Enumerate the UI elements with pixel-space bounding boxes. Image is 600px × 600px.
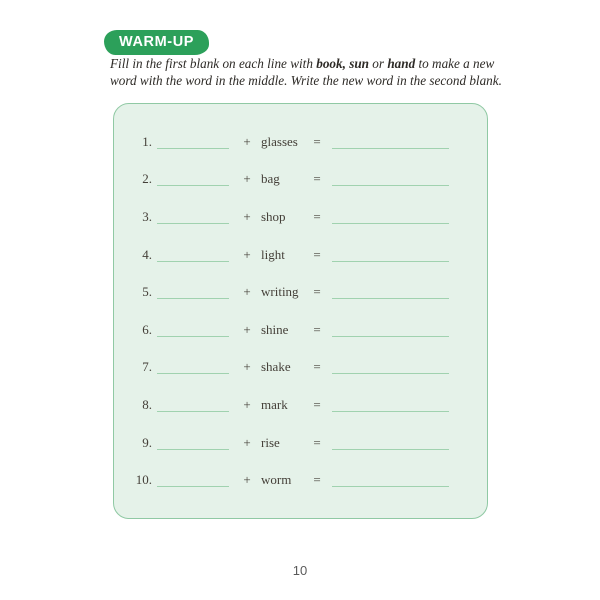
- second-blank-line: [332, 473, 449, 487]
- second-blank-line: [332, 436, 449, 450]
- worksheet-row: [114, 461, 487, 499]
- worksheet-row: [114, 198, 487, 236]
- middle-word: mark: [261, 396, 288, 412]
- first-blank-line: [157, 172, 229, 186]
- first-blank-line: [157, 360, 229, 374]
- middle-word: writing: [261, 284, 299, 300]
- warmup-badge: WARM-UP: [104, 30, 209, 55]
- plus-sign: +: [243, 321, 251, 337]
- middle-word: bag: [261, 171, 280, 187]
- plus-sign: +: [243, 208, 251, 224]
- middle-word: shop: [261, 208, 286, 224]
- page-number: 10: [292, 563, 308, 578]
- second-blank-line: [332, 210, 449, 224]
- second-blank-line: [332, 398, 449, 412]
- first-blank-line: [157, 436, 229, 450]
- equals-sign: =: [313, 472, 321, 488]
- row-number: 4.: [142, 246, 152, 262]
- first-blank-line: [157, 210, 229, 224]
- equals-sign: =: [313, 396, 321, 412]
- worksheet-row: [114, 386, 487, 424]
- row-number: 5.: [142, 284, 152, 300]
- worksheet-row: [114, 123, 487, 161]
- plus-sign: +: [243, 359, 251, 375]
- row-number: 7.: [142, 359, 152, 375]
- row-number: 3.: [142, 208, 152, 224]
- instructions-segment: Fill in the first blank on each line with: [110, 56, 317, 71]
- plus-sign: +: [243, 133, 251, 149]
- worksheet-row: [114, 236, 487, 274]
- instructions-segment: or: [369, 56, 388, 71]
- middle-word: light: [261, 246, 285, 262]
- second-blank-line: [332, 172, 449, 186]
- first-blank-line: [157, 398, 229, 412]
- row-number: 2.: [142, 171, 152, 187]
- row-number: 1.: [142, 133, 152, 149]
- instructions-segment: to make a new word with the word in the middle. Write the new word in the second blank.: [110, 56, 502, 89]
- row-number: 10.: [135, 472, 152, 488]
- plus-sign: +: [243, 396, 251, 412]
- equals-sign: =: [313, 434, 321, 450]
- first-blank-line: [157, 473, 229, 487]
- second-blank-line: [332, 285, 449, 299]
- equals-sign: =: [313, 208, 321, 224]
- worksheet-row: [114, 161, 487, 199]
- middle-word: shake: [261, 359, 291, 375]
- middle-word: shine: [261, 321, 289, 337]
- plus-sign: +: [243, 284, 251, 300]
- worksheet-row: [114, 349, 487, 387]
- first-blank-line: [157, 135, 229, 149]
- middle-word: glasses: [261, 133, 298, 149]
- middle-word: worm: [261, 472, 292, 488]
- worksheet-row: [114, 424, 487, 462]
- worksheet-row: [114, 273, 487, 311]
- equals-sign: =: [313, 246, 321, 262]
- row-number: 6.: [142, 321, 152, 337]
- second-blank-line: [332, 360, 449, 374]
- equals-sign: =: [313, 284, 321, 300]
- row-number: 8.: [142, 396, 152, 412]
- equals-sign: =: [313, 359, 321, 375]
- worksheet-panel: [113, 103, 488, 519]
- plus-sign: +: [243, 434, 251, 450]
- instructions-segment: book, sun: [316, 56, 369, 71]
- first-blank-line: [157, 323, 229, 337]
- equals-sign: =: [313, 171, 321, 187]
- plus-sign: +: [243, 171, 251, 187]
- plus-sign: +: [243, 246, 251, 262]
- second-blank-line: [332, 248, 449, 262]
- instructions-segment: hand: [387, 56, 416, 71]
- second-blank-line: [332, 135, 449, 149]
- second-blank-line: [332, 323, 449, 337]
- worksheet-row: [114, 311, 487, 349]
- equals-sign: =: [313, 133, 321, 149]
- instructions-text: [110, 55, 512, 90]
- plus-sign: +: [243, 472, 251, 488]
- equals-sign: =: [313, 321, 321, 337]
- first-blank-line: [157, 248, 229, 262]
- row-number: 9.: [142, 434, 152, 450]
- middle-word: rise: [261, 434, 280, 450]
- first-blank-line: [157, 285, 229, 299]
